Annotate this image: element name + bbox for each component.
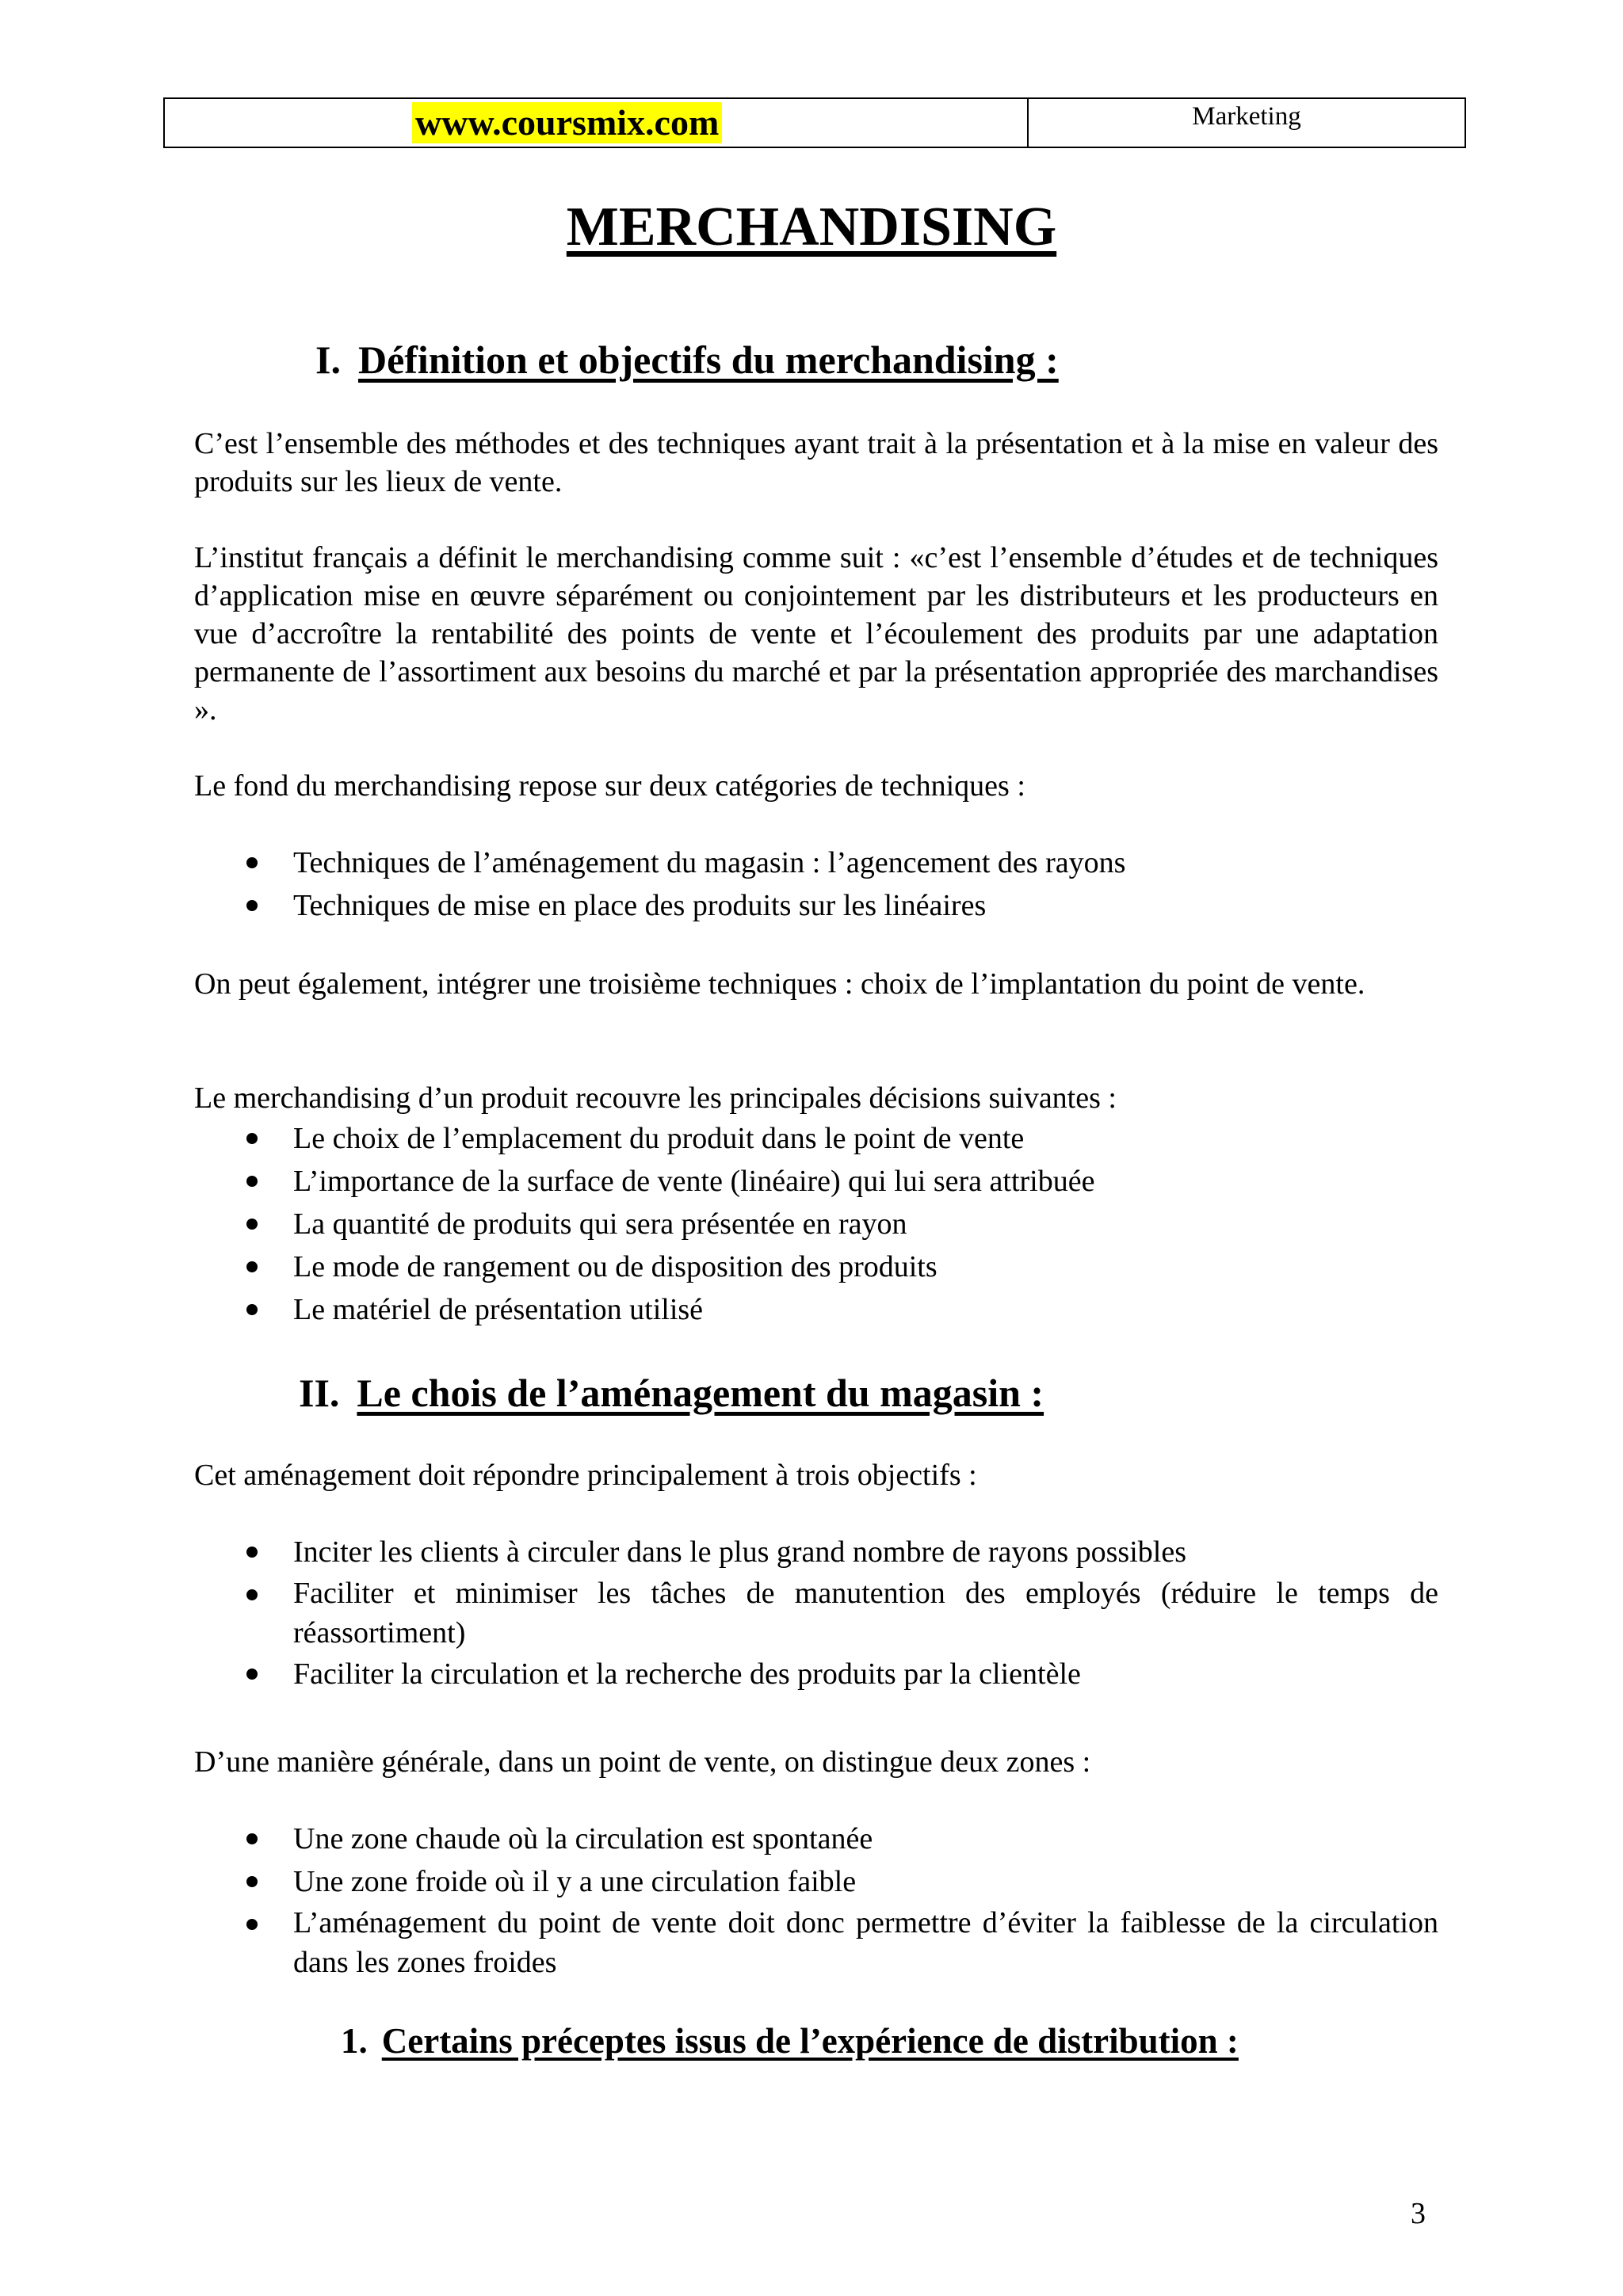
page-header (163, 97, 1466, 148)
section-1-paragraph-5: Le merchandising d’un produit recouvre les principales décisions suivantes : (194, 1081, 1117, 1115)
list-item: Le choix de l’emplacement du produit dans le point de vente (0, 1117, 1623, 1160)
section-2-paragraph-2: D’une manière générale, dans un point de vente, on distingue deux zones : (194, 1745, 1091, 1779)
list-item: La quantité de produits qui sera présentée en rayon (0, 1203, 1623, 1245)
bullet-icon (246, 1669, 258, 1680)
list-item: Le mode de rangement ou de disposition des produits (0, 1245, 1623, 1288)
bullet-icon (246, 1919, 258, 1930)
list-item: Une zone froide où il y a une circulation faible (0, 1860, 1623, 1903)
subsection-1-title: Certains préceptes issus de l’expérience de distribution : (381, 2021, 1239, 2061)
site-url: www.coursmix.com (412, 102, 722, 143)
list-item: Le matériel de présentation utilisé (0, 1288, 1623, 1331)
bullet-icon (246, 1133, 258, 1144)
bullet-icon (246, 857, 258, 868)
bullet-icon (246, 1589, 258, 1600)
bullet-icon (246, 900, 258, 911)
list-item: Inciter les clients à circuler dans le plus grand nombre de rayons possibles (0, 1531, 1623, 1573)
section-1-heading (315, 336, 1059, 383)
header-left-cell (165, 99, 1029, 147)
header-right-cell (1029, 99, 1465, 147)
page-title: MERCHANDISING (566, 196, 1057, 257)
decisions-list (0, 1117, 1623, 1331)
bullet-icon (246, 1176, 258, 1187)
subsection-1-number: 1. (341, 2021, 368, 2061)
list-item: Techniques de l’aménagement du magasin : l’agencement des rayons (0, 841, 1623, 884)
section-1-paragraph-3: Le fond du merchandising repose sur deux catégories de techniques : (194, 769, 1025, 803)
bullet-icon (246, 1547, 258, 1558)
bullet-icon (246, 1219, 258, 1230)
section-1-paragraph-1: C’est l’ensemble des méthodes et des techniques ayant trait à la présentation et à la mise en valeur des produits sur les lieux de vente. (194, 427, 1438, 498)
list-item: L’importance de la surface de vente (linéaire) qui lui sera attribuée (0, 1160, 1623, 1203)
list-item: Faciliter et minimiser les tâches de manutention des employés (réduire le temps de réassortiment) (0, 1573, 1623, 1653)
page-number: 3 (1411, 2197, 1426, 2230)
techniques-list (0, 841, 1623, 927)
bullet-icon (246, 1304, 258, 1315)
list-item: Faciliter la circulation et la recherche des produits par la clientèle (0, 1653, 1623, 1695)
zones-list (0, 1817, 1623, 1982)
list-item: Techniques de mise en place des produits sur les linéaires (0, 884, 1623, 927)
section-2-title: Le chois de l’aménagement du magasin : (357, 1371, 1044, 1415)
subject-label: Marketing (1192, 102, 1301, 131)
section-2-heading (299, 1369, 1044, 1417)
list-item: L’aménagement du point de vente doit donc permettre d’éviter la faiblesse de la circulation dans les zones froides (0, 1903, 1623, 1982)
section-1-paragraph-2: L’institut français a définit le merchandising comme suit : «c’est l’ensemble d’études et de techniques d’application mise en œuvre séparément ou conjointement par les distributeurs et les producteurs en vue d’accroître la rentabilité des points de vente et l’écoulement des produits par une adaptation permanente de l’assortiment aux besoins du marché et par la présentation appropriée des marchandises ». (194, 541, 1438, 727)
list-item: Une zone chaude où la circulation est spontanée (0, 1817, 1623, 1860)
section-1-paragraph-4: On peut également, intégrer une troisième techniques : choix de l’implantation du point de vente. (194, 967, 1365, 1001)
section-1-title: Définition et objectifs du merchandising : (357, 338, 1059, 382)
subsection-1-heading (341, 2019, 1239, 2063)
objectives-list (0, 1531, 1623, 1695)
section-2-paragraph-1: Cet aménagement doit répondre principalement à trois objectifs : (194, 1459, 977, 1492)
section-1-number: I. (315, 338, 341, 382)
bullet-icon (246, 1833, 258, 1844)
section-2-number: II. (299, 1371, 340, 1415)
bullet-icon (246, 1876, 258, 1887)
bullet-icon (246, 1261, 258, 1272)
